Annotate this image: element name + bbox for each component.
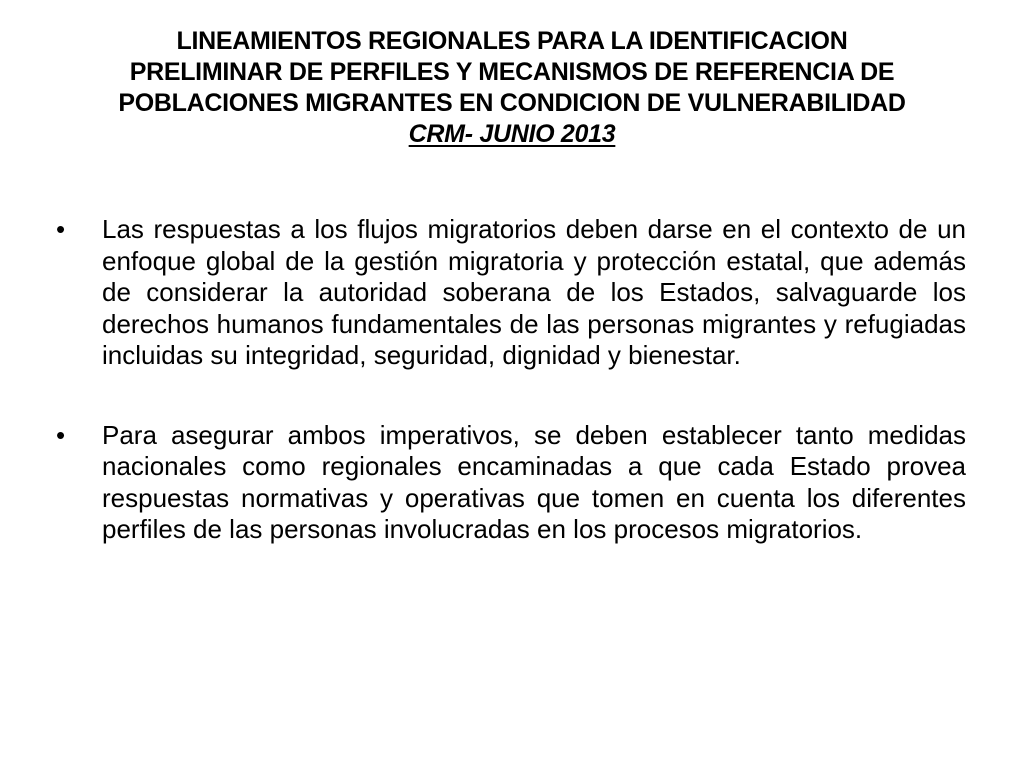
title-line-3: POBLACIONES MIGRANTES EN CONDICION DE VULNERABILIDAD [118,89,906,117]
slide-title [40,26,984,150]
title-line-2: PRELIMINAR DE PERFILES Y MECANISMOS DE REFERENCIA DE [129,58,895,86]
bullet-item [56,420,966,546]
bullet-item [56,214,966,372]
bullet-marker: • [56,419,66,450]
slide-subtitle: CRM- JUNIO 2013 [408,120,616,148]
bullet-list [56,214,966,594]
title-line-1: LINEAMIENTOS REGIONALES PARA LA IDENTIFICACION [176,27,848,55]
bullet-marker: • [56,214,66,244]
bullet-text: Para asegurar ambos imperativos, se deben establecer tanto medidas nacionales como regionales encaminadas a que cada Estado provea respuestas normativas y operativas que tomen en cuenta los diferentes perfiles de las personas involucradas en los procesos migratorios. [102,419,966,544]
bullet-text: Las respuestas a los flujos migratorios deben darse en el contexto de un enfoque global de la gestión migratoria y protección estatal, que además de considerar la autoridad soberana de los Estados, salvaguarde los derechos humanos fundamentales de las personas migrantes y refugiadas incluidas su integridad, seguridad, dignidad y bienestar. [102,214,966,370]
